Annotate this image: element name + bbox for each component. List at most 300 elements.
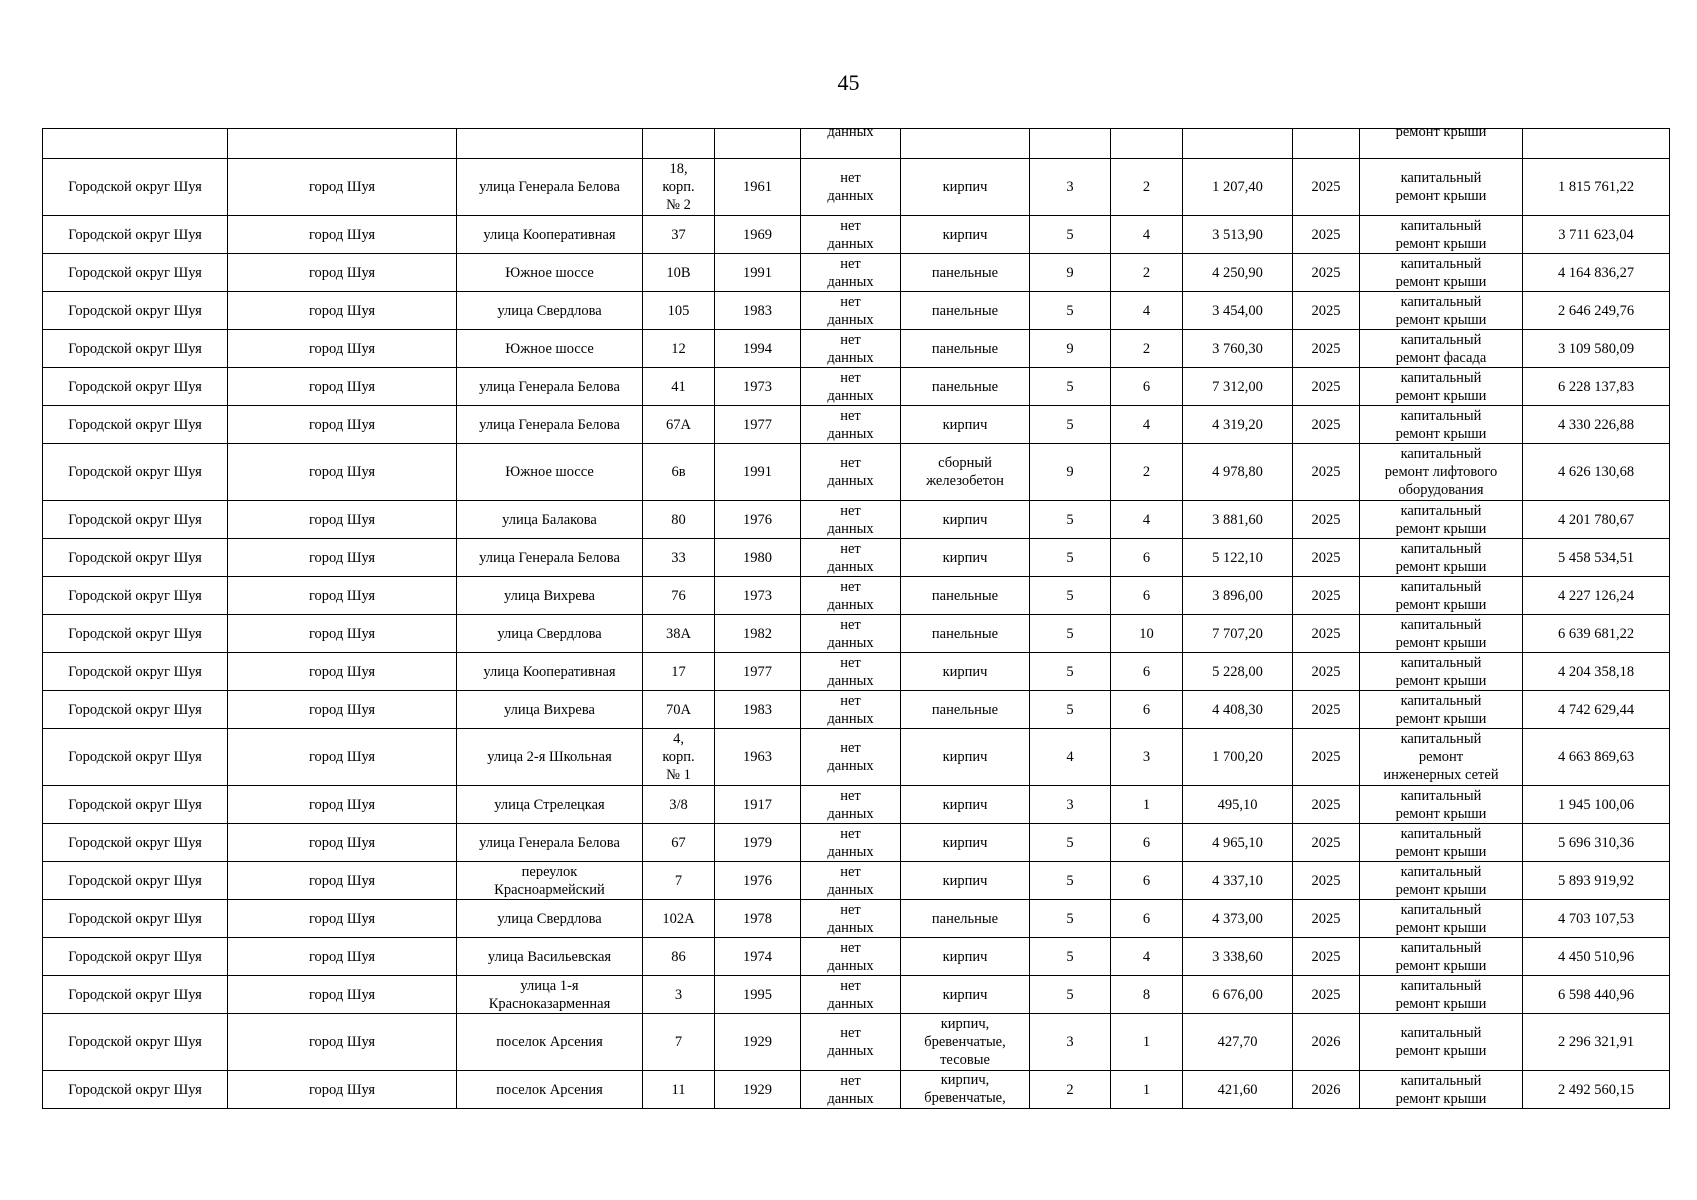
cell-municipality: Городской округ Шуя <box>43 216 228 254</box>
cell-area: 5 228,00 <box>1183 653 1293 691</box>
cell-house-number: 70А <box>643 691 715 729</box>
cell-repair-type: капитальный ремонт лифтового оборудования <box>1360 444 1523 501</box>
cell-street: улица Балакова <box>457 501 643 539</box>
cell-area: 7 707,20 <box>1183 615 1293 653</box>
cell-house-number: 7 <box>643 1014 715 1071</box>
cell-entrances: 6 <box>1111 824 1183 862</box>
cell-settlement: город Шуя <box>228 862 457 900</box>
cell-entrances: 1 <box>1111 786 1183 824</box>
cell-house-number: 12 <box>643 330 715 368</box>
table-row <box>43 577 1670 615</box>
cell-floors <box>1030 129 1111 159</box>
cell-wall-material: кирпич <box>901 216 1030 254</box>
cell-municipality: Городской округ Шуя <box>43 292 228 330</box>
cell-floors: 5 <box>1030 691 1111 729</box>
cell-repair-type: капитальный ремонт крыши <box>1360 900 1523 938</box>
cell-settlement: город Шуя <box>228 976 457 1014</box>
cell-plan-year: 2025 <box>1293 976 1360 1014</box>
cell-plan-year: 2025 <box>1293 444 1360 501</box>
cell-commissioning-year: нет данных <box>801 216 901 254</box>
cell-plan-year: 2025 <box>1293 729 1360 786</box>
cell-commissioning-year: нет данных <box>801 292 901 330</box>
cell-house-number: 10В <box>643 254 715 292</box>
table-row <box>43 615 1670 653</box>
cell-build-year: 1977 <box>715 653 801 691</box>
cell-settlement: город Шуя <box>228 406 457 444</box>
table-row <box>43 444 1670 501</box>
cell-commissioning-year: нет данных <box>801 444 901 501</box>
table-row <box>43 159 1670 216</box>
cell-wall-material: кирпич <box>901 824 1030 862</box>
page-number: 45 <box>837 70 860 95</box>
cell-plan-year: 2025 <box>1293 539 1360 577</box>
cell-repair-type: ремонт крыши <box>1360 129 1523 159</box>
cell-settlement: город Шуя <box>228 539 457 577</box>
cell-municipality: Городской округ Шуя <box>43 368 228 406</box>
cell-floors: 3 <box>1030 786 1111 824</box>
cell-wall-material: кирпич <box>901 786 1030 824</box>
cell-house-number: 86 <box>643 938 715 976</box>
cell-commissioning-year: нет данных <box>801 577 901 615</box>
cell-repair-cost: 4 204 358,18 <box>1523 653 1670 691</box>
cell-repair-type: капитальный ремонт крыши <box>1360 691 1523 729</box>
cell-house-number: 67А <box>643 406 715 444</box>
cell-repair-cost: 4 663 869,63 <box>1523 729 1670 786</box>
cell-entrances: 6 <box>1111 653 1183 691</box>
cell-plan-year: 2025 <box>1293 406 1360 444</box>
cell-commissioning-year: нет данных <box>801 976 901 1014</box>
cell-wall-material: кирпич <box>901 501 1030 539</box>
cell-area: 5 122,10 <box>1183 539 1293 577</box>
cell-area: 4 337,10 <box>1183 862 1293 900</box>
cell-municipality: Городской округ Шуя <box>43 1014 228 1071</box>
cell-repair-cost: 4 164 836,27 <box>1523 254 1670 292</box>
cell-build-year: 1917 <box>715 786 801 824</box>
cell-street: улица Стрелецкая <box>457 786 643 824</box>
cell-repair-type: капитальный ремонт крыши <box>1360 368 1523 406</box>
cell-floors: 5 <box>1030 938 1111 976</box>
cell-floors: 5 <box>1030 976 1111 1014</box>
cell-repair-type: капитальный ремонт крыши <box>1360 406 1523 444</box>
cell-repair-type: капитальный ремонт крыши <box>1360 615 1523 653</box>
cell-repair-type: капитальный ремонт крыши <box>1360 786 1523 824</box>
cell-area: 3 760,30 <box>1183 330 1293 368</box>
cell-area: 495,10 <box>1183 786 1293 824</box>
table-row <box>43 330 1670 368</box>
cell-house-number: 33 <box>643 539 715 577</box>
cell-commissioning-year: нет данных <box>801 900 901 938</box>
cell-settlement: город Шуя <box>228 159 457 216</box>
table-row <box>43 254 1670 292</box>
cell-area: 6 676,00 <box>1183 976 1293 1014</box>
cell-wall-material: кирпич <box>901 729 1030 786</box>
cell-settlement: город Шуя <box>228 330 457 368</box>
cell-municipality: Городской округ Шуя <box>43 824 228 862</box>
cell-repair-cost: 5 893 919,92 <box>1523 862 1670 900</box>
cell-repair-type: капитальный ремонт инженерных сетей <box>1360 729 1523 786</box>
cell-settlement: город Шуя <box>228 729 457 786</box>
cell-house-number: 3/8 <box>643 786 715 824</box>
table-row <box>43 729 1670 786</box>
cell-plan-year: 2026 <box>1293 1014 1360 1071</box>
cell-settlement: город Шуя <box>228 691 457 729</box>
cell-municipality: Городской округ Шуя <box>43 938 228 976</box>
cell-repair-cost: 6 639 681,22 <box>1523 615 1670 653</box>
cell-commissioning-year: нет данных <box>801 691 901 729</box>
cell-repair-cost: 2 296 321,91 <box>1523 1014 1670 1071</box>
cell-entrances: 6 <box>1111 900 1183 938</box>
cell-plan-year: 2025 <box>1293 254 1360 292</box>
cell-area: 7 312,00 <box>1183 368 1293 406</box>
cell-wall-material: панельные <box>901 368 1030 406</box>
cell-settlement: город Шуя <box>228 501 457 539</box>
cell-build-year: 1982 <box>715 615 801 653</box>
cell-commissioning-year: нет данных <box>801 824 901 862</box>
cell-build-year: 1973 <box>715 368 801 406</box>
cell-floors: 5 <box>1030 406 1111 444</box>
cell-commissioning-year: нет данных <box>801 615 901 653</box>
cell-plan-year: 2025 <box>1293 159 1360 216</box>
cell-plan-year: 2026 <box>1293 1071 1360 1109</box>
cell-municipality: Городской округ Шуя <box>43 976 228 1014</box>
cell-build-year: 1979 <box>715 824 801 862</box>
cell-street: Южное шоссе <box>457 254 643 292</box>
cell-street: улица Генерала Белова <box>457 159 643 216</box>
cell-house-number <box>643 129 715 159</box>
cell-wall-material: панельные <box>901 577 1030 615</box>
table-row <box>43 539 1670 577</box>
cell-repair-type: капитальный ремонт фасада <box>1360 330 1523 368</box>
cell-wall-material: кирпич <box>901 862 1030 900</box>
cell-build-year: 1974 <box>715 938 801 976</box>
cell-wall-material: панельные <box>901 292 1030 330</box>
cell-area: 421,60 <box>1183 1071 1293 1109</box>
cell-wall-material: панельные <box>901 900 1030 938</box>
cell-house-number: 41 <box>643 368 715 406</box>
cell-commissioning-year: данных <box>801 129 901 159</box>
cell-plan-year: 2025 <box>1293 862 1360 900</box>
cell-repair-type: капитальный ремонт крыши <box>1360 1071 1523 1109</box>
cell-house-number: 3 <box>643 976 715 1014</box>
cell-house-number: 11 <box>643 1071 715 1109</box>
cell-commissioning-year: нет данных <box>801 501 901 539</box>
cell-street: улица Свердлова <box>457 900 643 938</box>
cell-plan-year: 2025 <box>1293 330 1360 368</box>
cell-area: 427,70 <box>1183 1014 1293 1071</box>
cell-entrances: 4 <box>1111 938 1183 976</box>
cell-area: 3 513,90 <box>1183 216 1293 254</box>
cell-entrances: 4 <box>1111 216 1183 254</box>
cell-floors: 5 <box>1030 653 1111 691</box>
cell-settlement: город Шуя <box>228 577 457 615</box>
cell-settlement: город Шуя <box>228 216 457 254</box>
cell-area: 4 978,80 <box>1183 444 1293 501</box>
cell-repair-cost: 6 598 440,96 <box>1523 976 1670 1014</box>
cell-floors: 5 <box>1030 615 1111 653</box>
table-row <box>43 501 1670 539</box>
cell-floors: 5 <box>1030 501 1111 539</box>
cell-area: 3 896,00 <box>1183 577 1293 615</box>
cell-build-year: 1983 <box>715 691 801 729</box>
cell-commissioning-year: нет данных <box>801 330 901 368</box>
cell-entrances: 4 <box>1111 292 1183 330</box>
cell-repair-type: капитальный ремонт крыши <box>1360 159 1523 216</box>
cell-wall-material: сборный железобетон <box>901 444 1030 501</box>
cell-municipality: Городской округ Шуя <box>43 501 228 539</box>
cell-entrances: 2 <box>1111 330 1183 368</box>
cell-municipality: Городской округ Шуя <box>43 653 228 691</box>
cell-street: поселок Арсения <box>457 1071 643 1109</box>
table-row <box>43 292 1670 330</box>
cell-entrances: 1 <box>1111 1014 1183 1071</box>
cell-plan-year: 2025 <box>1293 615 1360 653</box>
table-row <box>43 1014 1670 1071</box>
cell-municipality: Городской округ Шуя <box>43 1071 228 1109</box>
cell-build-year: 1978 <box>715 900 801 938</box>
cell-repair-type: капитальный ремонт крыши <box>1360 1014 1523 1071</box>
cell-house-number: 80 <box>643 501 715 539</box>
cell-settlement: город Шуя <box>228 615 457 653</box>
cell-commissioning-year: нет данных <box>801 1014 901 1071</box>
cell-floors: 9 <box>1030 330 1111 368</box>
cell-entrances: 6 <box>1111 539 1183 577</box>
cell-house-number: 4, корп. № 1 <box>643 729 715 786</box>
cell-area: 1 207,40 <box>1183 159 1293 216</box>
cell-build-year: 1976 <box>715 862 801 900</box>
cell-municipality <box>43 129 228 159</box>
cell-settlement: город Шуя <box>228 824 457 862</box>
cell-street: улица Генерала Белова <box>457 539 643 577</box>
table-row <box>43 976 1670 1014</box>
cell-entrances: 2 <box>1111 254 1183 292</box>
cell-street: улица Вихрева <box>457 577 643 615</box>
cell-house-number: 38А <box>643 615 715 653</box>
cell-settlement: город Шуя <box>228 900 457 938</box>
cell-settlement: город Шуя <box>228 1014 457 1071</box>
cell-repair-cost: 3 711 623,04 <box>1523 216 1670 254</box>
cell-street: переулок Красноармейский <box>457 862 643 900</box>
table-row <box>43 691 1670 729</box>
cell-wall-material: кирпич <box>901 976 1030 1014</box>
cell-commissioning-year: нет данных <box>801 862 901 900</box>
cell-floors: 2 <box>1030 1071 1111 1109</box>
cell-commissioning-year: нет данных <box>801 159 901 216</box>
cell-floors: 9 <box>1030 444 1111 501</box>
cell-entrances: 4 <box>1111 406 1183 444</box>
cell-entrances: 6 <box>1111 577 1183 615</box>
cell-floors: 5 <box>1030 862 1111 900</box>
table-row <box>43 900 1670 938</box>
cell-entrances: 6 <box>1111 368 1183 406</box>
cell-repair-type: капитальный ремонт крыши <box>1360 938 1523 976</box>
cell-street: улица Кооперативная <box>457 216 643 254</box>
cell-wall-material: панельные <box>901 330 1030 368</box>
cell-area: 3 454,00 <box>1183 292 1293 330</box>
cell-house-number: 7 <box>643 862 715 900</box>
cell-municipality: Городской округ Шуя <box>43 159 228 216</box>
cell-settlement: город Шуя <box>228 368 457 406</box>
cell-commissioning-year: нет данных <box>801 938 901 976</box>
cell-repair-type: капитальный ремонт крыши <box>1360 292 1523 330</box>
table-row <box>43 862 1670 900</box>
cell-plan-year: 2025 <box>1293 900 1360 938</box>
cell-repair-cost: 4 201 780,67 <box>1523 501 1670 539</box>
cell-entrances: 3 <box>1111 729 1183 786</box>
cell-house-number: 37 <box>643 216 715 254</box>
cell-commissioning-year: нет данных <box>801 653 901 691</box>
cell-wall-material: кирпич <box>901 406 1030 444</box>
cell-repair-cost: 6 228 137,83 <box>1523 368 1670 406</box>
cell-plan-year: 2025 <box>1293 691 1360 729</box>
cell-commissioning-year: нет данных <box>801 786 901 824</box>
cell-street: Южное шоссе <box>457 444 643 501</box>
cell-house-number: 105 <box>643 292 715 330</box>
cell-wall-material <box>901 129 1030 159</box>
cell-wall-material: кирпич <box>901 539 1030 577</box>
cell-wall-material: панельные <box>901 691 1030 729</box>
cell-repair-cost: 4 742 629,44 <box>1523 691 1670 729</box>
cell-plan-year: 2025 <box>1293 577 1360 615</box>
cell-repair-cost: 4 450 510,96 <box>1523 938 1670 976</box>
cell-floors: 5 <box>1030 539 1111 577</box>
cell-municipality: Городской округ Шуя <box>43 330 228 368</box>
cell-build-year: 1977 <box>715 406 801 444</box>
table-row <box>43 824 1670 862</box>
cell-settlement: город Шуя <box>228 292 457 330</box>
cell-repair-cost: 3 109 580,09 <box>1523 330 1670 368</box>
cell-floors: 5 <box>1030 900 1111 938</box>
cell-municipality: Городской округ Шуя <box>43 691 228 729</box>
table-row <box>43 216 1670 254</box>
cell-repair-type: капитальный ремонт крыши <box>1360 216 1523 254</box>
cell-repair-type: капитальный ремонт крыши <box>1360 577 1523 615</box>
cell-municipality: Городской округ Шуя <box>43 406 228 444</box>
cell-floors: 3 <box>1030 1014 1111 1071</box>
cell-plan-year <box>1293 129 1360 159</box>
cell-municipality: Городской округ Шуя <box>43 254 228 292</box>
cell-street: Южное шоссе <box>457 330 643 368</box>
cell-build-year: 1995 <box>715 976 801 1014</box>
cell-house-number: 102А <box>643 900 715 938</box>
cell-repair-cost: 2 646 249,76 <box>1523 292 1670 330</box>
cell-municipality: Городской округ Шуя <box>43 900 228 938</box>
cell-street: улица 1-я Красноказарменная <box>457 976 643 1014</box>
cell-repair-cost: 1 815 761,22 <box>1523 159 1670 216</box>
cell-house-number: 6в <box>643 444 715 501</box>
cell-entrances: 2 <box>1111 159 1183 216</box>
cell-entrances: 1 <box>1111 1071 1183 1109</box>
cell-street: поселок Арсения <box>457 1014 643 1071</box>
table-row <box>43 368 1670 406</box>
cell-house-number: 18, корп. № 2 <box>643 159 715 216</box>
cell-settlement: город Шуя <box>228 653 457 691</box>
cell-floors: 9 <box>1030 254 1111 292</box>
cell-street <box>457 129 643 159</box>
cell-floors: 3 <box>1030 159 1111 216</box>
cell-plan-year: 2025 <box>1293 368 1360 406</box>
cell-build-year: 1991 <box>715 254 801 292</box>
cell-wall-material: кирпич <box>901 653 1030 691</box>
cell-street: улица 2-я Школьная <box>457 729 643 786</box>
cell-floors: 5 <box>1030 216 1111 254</box>
cell-build-year: 1980 <box>715 539 801 577</box>
cell-build-year: 1963 <box>715 729 801 786</box>
cell-repair-type: капитальный ремонт крыши <box>1360 501 1523 539</box>
cell-wall-material: кирпич, бревенчатые, тесовые <box>901 1014 1030 1071</box>
cell-plan-year: 2025 <box>1293 216 1360 254</box>
cell-settlement: город Шуя <box>228 444 457 501</box>
cell-build-year: 1973 <box>715 577 801 615</box>
cell-house-number: 76 <box>643 577 715 615</box>
cell-entrances <box>1111 129 1183 159</box>
cell-build-year: 1994 <box>715 330 801 368</box>
cell-area: 4 965,10 <box>1183 824 1293 862</box>
cell-area: 4 250,90 <box>1183 254 1293 292</box>
cell-repair-type: капитальный ремонт крыши <box>1360 653 1523 691</box>
cell-street: улица Свердлова <box>457 292 643 330</box>
cell-wall-material: кирпич <box>901 159 1030 216</box>
cell-entrances: 6 <box>1111 691 1183 729</box>
cell-plan-year: 2025 <box>1293 938 1360 976</box>
cell-area: 4 373,00 <box>1183 900 1293 938</box>
cell-municipality: Городской округ Шуя <box>43 539 228 577</box>
cell-street: улица Генерала Белова <box>457 406 643 444</box>
cell-wall-material: кирпич <box>901 938 1030 976</box>
cell-settlement: город Шуя <box>228 786 457 824</box>
cell-house-number: 67 <box>643 824 715 862</box>
cell-build-year: 1976 <box>715 501 801 539</box>
cell-floors: 5 <box>1030 824 1111 862</box>
cell-repair-type: капитальный ремонт крыши <box>1360 539 1523 577</box>
cell-repair-cost: 4 227 126,24 <box>1523 577 1670 615</box>
cell-commissioning-year: нет данных <box>801 406 901 444</box>
cell-floors: 4 <box>1030 729 1111 786</box>
cell-municipality: Городской округ Шуя <box>43 615 228 653</box>
cell-repair-cost: 1 945 100,06 <box>1523 786 1670 824</box>
cell-street: улица Генерала Белова <box>457 824 643 862</box>
cell-repair-cost: 5 458 534,51 <box>1523 539 1670 577</box>
cell-floors: 5 <box>1030 292 1111 330</box>
cell-repair-cost: 4 703 107,53 <box>1523 900 1670 938</box>
cell-entrances: 2 <box>1111 444 1183 501</box>
cell-commissioning-year: нет данных <box>801 1071 901 1109</box>
cell-commissioning-year: нет данных <box>801 539 901 577</box>
cell-settlement: город Шуя <box>228 938 457 976</box>
cell-repair-type: капитальный ремонт крыши <box>1360 254 1523 292</box>
cell-street: улица Генерала Белова <box>457 368 643 406</box>
cell-area: 4 408,30 <box>1183 691 1293 729</box>
cell-commissioning-year: нет данных <box>801 254 901 292</box>
cell-street: улица Васильевская <box>457 938 643 976</box>
cell-entrances: 10 <box>1111 615 1183 653</box>
cell-entrances: 8 <box>1111 976 1183 1014</box>
cell-area: 4 319,20 <box>1183 406 1293 444</box>
cell-entrances: 4 <box>1111 501 1183 539</box>
cell-municipality: Городской округ Шуя <box>43 862 228 900</box>
cell-municipality: Городской округ Шуя <box>43 444 228 501</box>
cell-build-year: 1969 <box>715 216 801 254</box>
table-row <box>43 938 1670 976</box>
table-row <box>43 786 1670 824</box>
cell-municipality: Городской округ Шуя <box>43 577 228 615</box>
table-row-continued <box>43 129 1670 159</box>
housing-repair-table <box>42 128 1670 1109</box>
table-row <box>43 653 1670 691</box>
cell-commissioning-year: нет данных <box>801 368 901 406</box>
cell-floors: 5 <box>1030 577 1111 615</box>
cell-repair-cost: 4 626 130,68 <box>1523 444 1670 501</box>
cell-area: 3 881,60 <box>1183 501 1293 539</box>
